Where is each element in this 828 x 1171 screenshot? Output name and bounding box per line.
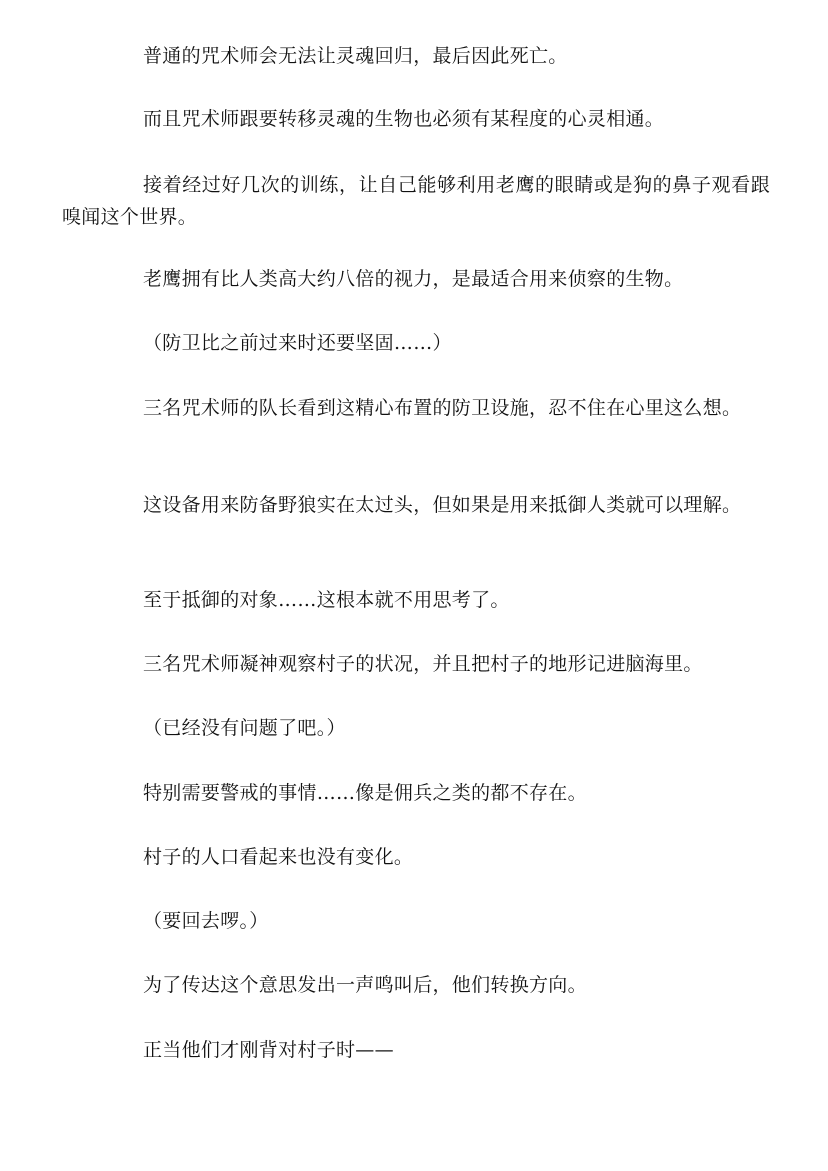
paragraph: 老鹰拥有比人类高大约八倍的视力，是最适合用来侦察的生物。 (143, 268, 684, 290)
paragraph: 而且咒术师跟要转移灵魂的生物也必须有某程度的心灵相通。 (143, 108, 665, 130)
paragraph: （已经没有问题了吧。） (143, 717, 346, 739)
paragraph: 村子的人口看起来也没有变化。 (143, 846, 414, 868)
paragraph: 接着经过好几次的训练，让自己能够利用老鹰的眼睛或是狗的鼻子观看跟嗅闻这个世界。 (62, 174, 770, 228)
paragraph: （要回去啰。） (143, 910, 269, 932)
paragraph: （防卫比之前过来时还要坚固……） (143, 332, 452, 354)
paragraph: 三名咒术师的队长看到这精心布置的防卫设施，忍不住在心里这么想。 (143, 397, 742, 419)
paragraph: 三名咒术师凝神观察村子的状况，并且把村子的地形记进脑海里。 (143, 653, 703, 675)
paragraph: 普通的咒术师会无法让灵魂回归，最后因此死亡。 (143, 45, 568, 67)
paragraph: 正当他们才刚背对村子时—— (143, 1039, 394, 1061)
paragraph: 这设备用来防备野狼实在太过头，但如果是用来抵御人类就可以理解。 (143, 494, 742, 516)
paragraph: 至于抵御的对象……这根本就不用思考了。 (143, 589, 510, 611)
paragraph: 特别需要警戒的事情……像是佣兵之类的都不存在。 (143, 782, 587, 804)
paragraph: 为了传达这个意思发出一声鸣叫后，他们转换方向。 (143, 974, 587, 996)
